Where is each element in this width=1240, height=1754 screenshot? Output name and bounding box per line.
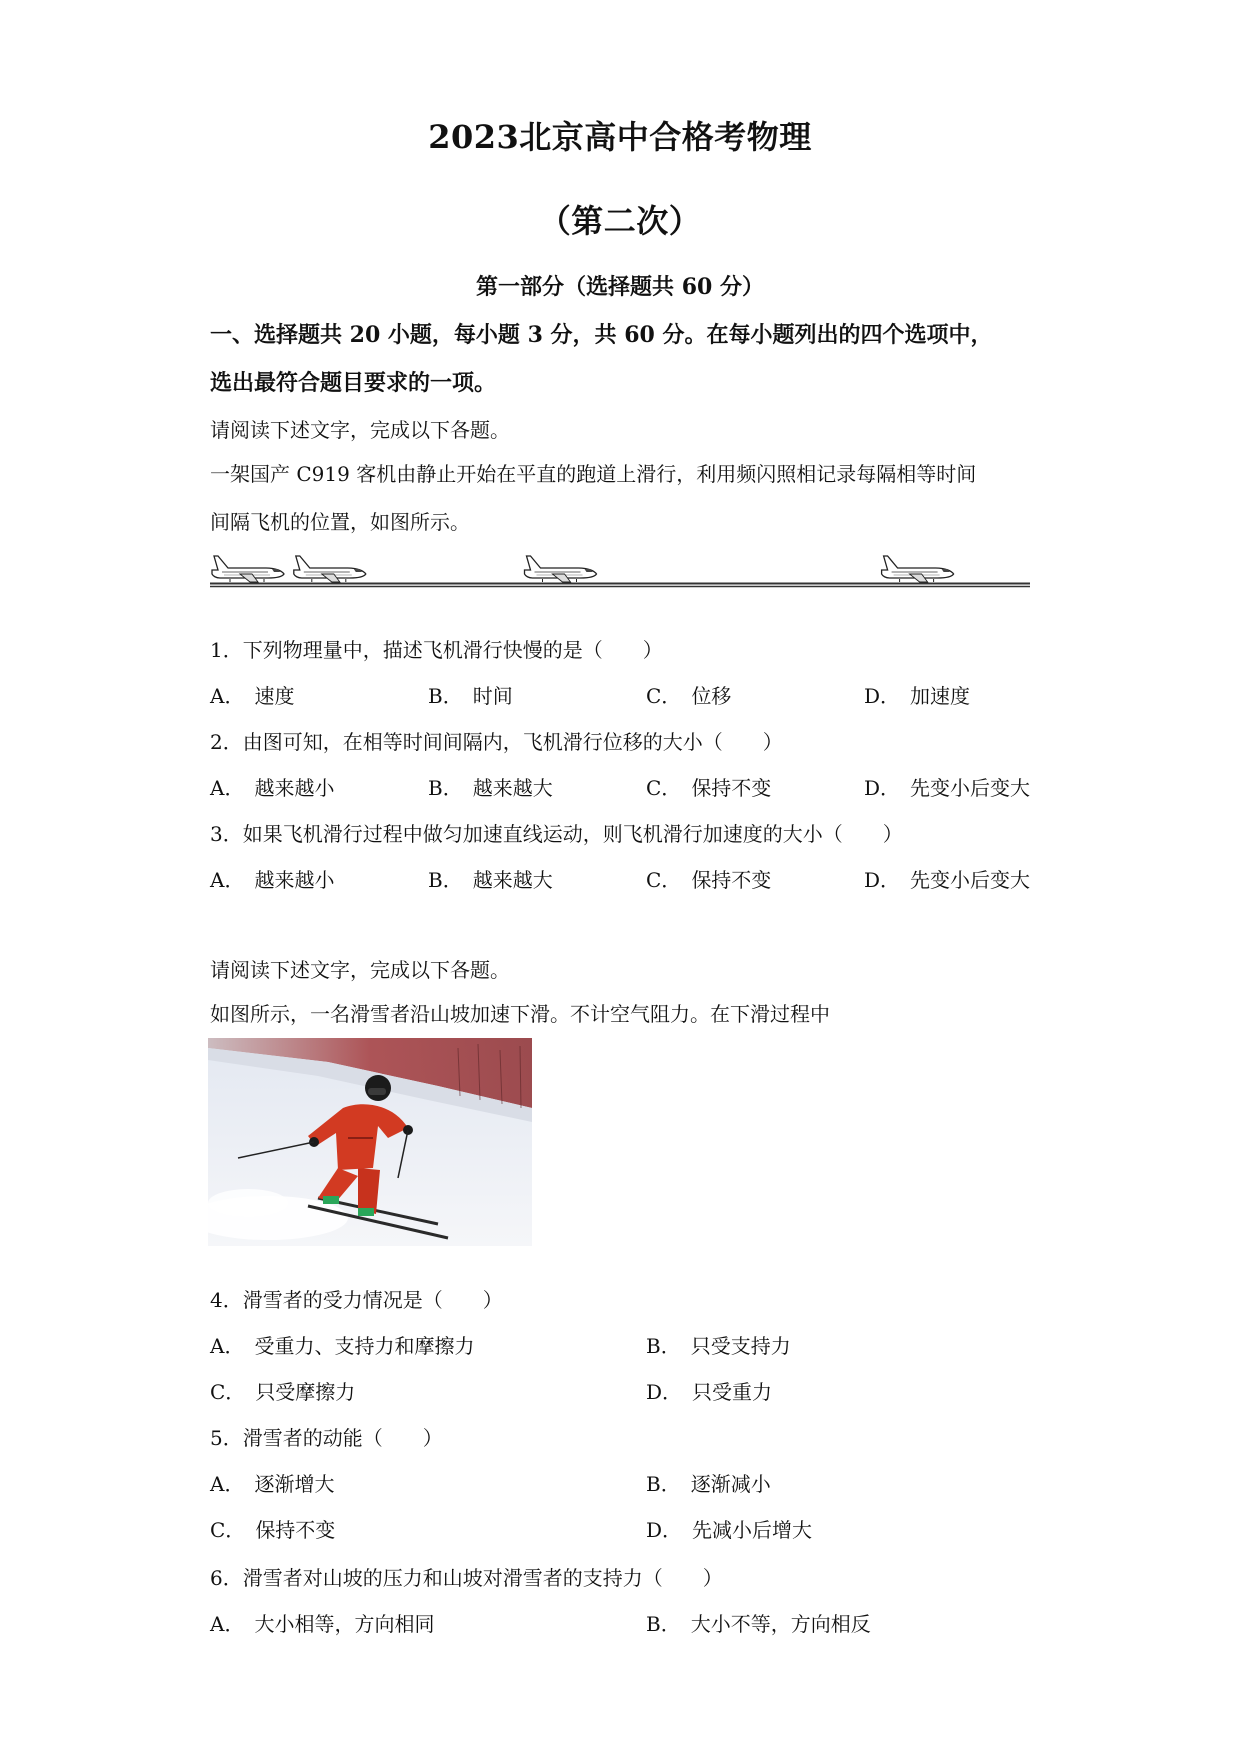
q2-option-c-text: 保持不变	[691, 776, 772, 800]
q3-option-d-letter: D．	[864, 868, 901, 892]
airplane-icon	[882, 556, 954, 582]
group1-intro: 请阅读下述文字，完成以下各题。	[210, 418, 510, 442]
q4-option-a-letter: A．	[210, 1334, 245, 1358]
q3-option-a-letter: A．	[210, 868, 245, 892]
q4-option-d-text: 只受重力	[692, 1380, 773, 1404]
q6-option-a-text: 大小相等，方向相同	[254, 1612, 435, 1636]
exam-subtitle: （第二次）	[538, 202, 702, 240]
q3-option-a-text: 越来越小	[254, 868, 335, 892]
q2-option-d-text: 先变小后变大	[910, 776, 1031, 800]
q4-option-a-text: 受重力、支持力和摩擦力	[254, 1334, 475, 1358]
part-heading: 第一部分（选择题共 60 分）	[476, 274, 764, 300]
q2-option-d[interactable]	[864, 772, 1030, 801]
group1-passage-line-1: 一架国产 C919 客机由静止开始在平直的跑道上滑行，利用频闪照相记录每隔相等时间	[210, 462, 977, 486]
q3-option-c-text: 保持不变	[691, 868, 772, 892]
q1-option-b[interactable]	[428, 680, 513, 709]
q2-option-c[interactable]	[646, 772, 771, 801]
q2-option-a-text: 越来越小	[254, 776, 335, 800]
q1-option-d-text: 加速度	[910, 684, 971, 708]
q1-option-d-letter: D．	[864, 684, 901, 708]
q2-option-c-letter: C．	[646, 776, 682, 800]
q3-option-b-text: 越来越大	[472, 868, 553, 892]
q2-option-a[interactable]	[210, 772, 334, 801]
runway-figure	[210, 548, 1030, 588]
q2-option-a-letter: A．	[210, 776, 245, 800]
q3-option-d[interactable]	[864, 864, 1030, 893]
q4-option-b-text: 只受支持力	[690, 1334, 791, 1358]
exam-title: 2023北京高中合格考物理	[428, 118, 812, 156]
q5-option-d[interactable]	[646, 1514, 812, 1543]
q1-option-b-letter: B．	[428, 684, 463, 708]
q4-option-a[interactable]	[210, 1330, 474, 1359]
question-6-stem: 6．滑雪者对山坡的压力和山坡对滑雪者的支持力（ ）	[210, 1566, 723, 1590]
q1-option-c[interactable]	[646, 680, 731, 709]
skier-photo	[208, 1038, 532, 1246]
q6-option-b-letter: B．	[646, 1612, 681, 1636]
q5-option-b[interactable]	[646, 1468, 771, 1497]
q5-option-c[interactable]	[210, 1514, 335, 1543]
airplane-icon	[525, 556, 597, 582]
q6-option-a[interactable]	[210, 1608, 434, 1637]
question-1-stem: 1．下列物理量中，描述飞机滑行快慢的是（ ）	[210, 638, 663, 662]
q1-option-c-text: 位移	[691, 684, 732, 708]
q3-option-b-letter: B．	[428, 868, 463, 892]
q6-option-a-letter: A．	[210, 1612, 245, 1636]
question-5-stem: 5．滑雪者的动能（ ）	[210, 1426, 443, 1450]
q4-option-d[interactable]	[646, 1376, 772, 1405]
group2-passage: 如图所示，一名滑雪者沿山坡加速下滑。不计空气阻力。在下滑过程中	[210, 1002, 830, 1026]
q3-option-c[interactable]	[646, 864, 771, 893]
q4-option-d-letter: D．	[646, 1380, 683, 1404]
question-3-stem: 3．如果飞机滑行过程中做匀加速直线运动，则飞机滑行加速度的大小（ ）	[210, 822, 903, 846]
airplane-icon	[294, 556, 366, 582]
group1-passage-line-2: 间隔飞机的位置，如图所示。	[210, 510, 470, 534]
q5-option-b-letter: B．	[646, 1472, 681, 1496]
group2-intro: 请阅读下述文字，完成以下各题。	[210, 958, 510, 982]
q3-option-c-letter: C．	[646, 868, 682, 892]
q1-option-a-letter: A．	[210, 684, 245, 708]
q2-option-b[interactable]	[428, 772, 553, 801]
q4-option-c-letter: C．	[210, 1380, 246, 1404]
instructions-line-2: 选出最符合题目要求的一项。	[210, 370, 497, 396]
q5-option-d-letter: D．	[646, 1518, 683, 1542]
q1-option-d[interactable]	[864, 680, 970, 709]
q4-option-b-letter: B．	[646, 1334, 681, 1358]
airplane-icon	[212, 556, 284, 582]
q3-option-b[interactable]	[428, 864, 553, 893]
q5-option-a-text: 逐渐增大	[254, 1472, 335, 1496]
question-4-stem: 4．滑雪者的受力情况是（ ）	[210, 1288, 503, 1312]
instructions-line-1: 一、选择题共 20 小题，每小题 3 分，共 60 分。在每小题列出的四个选项中，	[210, 322, 993, 348]
q1-option-a[interactable]	[210, 680, 294, 709]
q4-option-c[interactable]	[210, 1376, 355, 1405]
q5-option-c-text: 保持不变	[255, 1518, 336, 1542]
q1-option-c-letter: C．	[646, 684, 682, 708]
q1-option-b-text: 时间	[472, 684, 513, 708]
q5-option-a[interactable]	[210, 1468, 334, 1497]
q2-option-b-text: 越来越大	[472, 776, 553, 800]
q2-option-d-letter: D．	[864, 776, 901, 800]
q4-option-b[interactable]	[646, 1330, 791, 1359]
q5-option-d-text: 先减小后增大	[692, 1518, 813, 1542]
q2-option-b-letter: B．	[428, 776, 463, 800]
question-2-stem: 2．由图可知，在相等时间间隔内，飞机滑行位移的大小（ ）	[210, 730, 783, 754]
q5-option-b-text: 逐渐减小	[690, 1472, 771, 1496]
q5-option-c-letter: C．	[210, 1518, 246, 1542]
q1-option-a-text: 速度	[254, 684, 295, 708]
q6-option-b-text: 大小不等，方向相反	[690, 1612, 871, 1636]
q3-option-d-text: 先变小后变大	[910, 868, 1031, 892]
q4-option-c-text: 只受摩擦力	[255, 1380, 356, 1404]
q3-option-a[interactable]	[210, 864, 334, 893]
q6-option-b[interactable]	[646, 1608, 871, 1637]
q5-option-a-letter: A．	[210, 1472, 245, 1496]
